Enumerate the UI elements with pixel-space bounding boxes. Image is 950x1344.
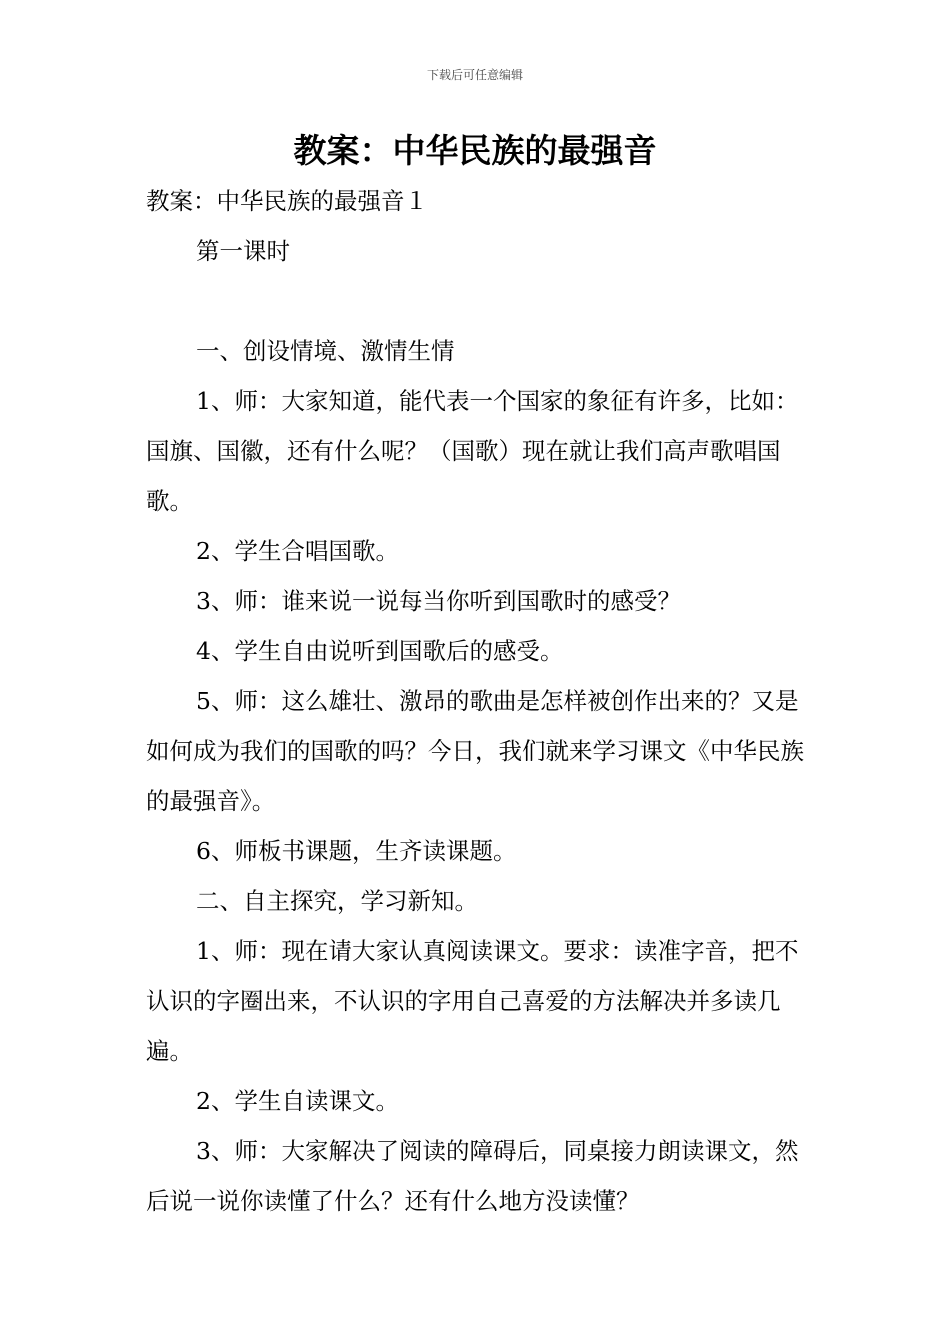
paragraph: 6、师板书课题，生齐读课题。 (196, 837, 517, 865)
paragraph: 3、师：大家解决了阅读的障碍后，同桌接力朗读课文，然后说一说你读懂了什么？还有什么地方没读懂？ (146, 1137, 799, 1215)
document-body (146, 176, 816, 1226)
header-note: 下载后可任意编辑 (426, 68, 523, 82)
paragraph-section-heading: 二、自主探究，学习新知。 (196, 887, 478, 915)
paragraph: 5、师：这么雄壮、激昂的歌曲是怎样被创作出来的？又是如何成为我们的国歌的吗？今日，我们就来学习课文《中华民族的最强音》。 (146, 687, 804, 815)
paragraph-section-heading: 一、创设情境、激情生情 (196, 337, 455, 365)
paragraph: 1、师：现在请大家认真阅读课文。要求：读准字音，把不认识的字圈出来，不认识的字用自己喜爱的方法解决并多读几遍。 (146, 937, 799, 1065)
paragraph: 2、学生合唱国歌。 (196, 537, 399, 565)
paragraph: 2、学生自读课文。 (196, 1087, 399, 1115)
paragraph-lesson-period: 第一课时 (196, 237, 290, 265)
paragraph: 4、学生自由说听到国歌后的感受。 (196, 637, 564, 665)
blank-line (146, 276, 816, 326)
paragraph: 3、师：谁来说一说每当你听到国歌时的感受？ (196, 587, 681, 615)
paragraph-subtitle: 教案：中华民族的最强音１ (146, 187, 428, 215)
paragraph: 1、师：大家知道，能代表一个国家的象征有许多，比如：国旗、国徽，还有什么呢？（国歌）现在就让我们高声歌唱国歌。 (146, 387, 799, 515)
page-title: 教案：中华民族的最强音 (293, 131, 657, 170)
